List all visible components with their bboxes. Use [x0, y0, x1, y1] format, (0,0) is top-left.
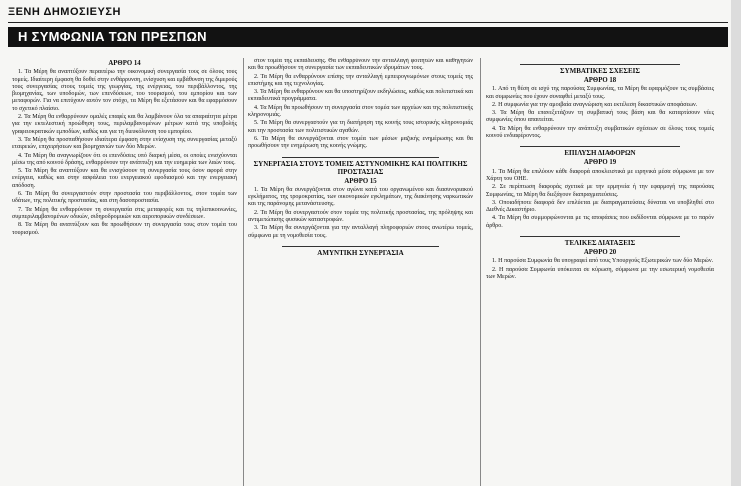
- section-heading: [248, 157, 473, 176]
- headline-bar: [8, 27, 728, 47]
- article-paragraph: 1. Τα Μέρη θα αναπτύξουν περαιτέρω την οικονομική συνεργασία τους σε όλους τους τομείς. Ιδιαίτερη έμφαση θα δοθεί στην ενθάρρυνση, ενίσχυση και εμβάθυνση της διμερούς τους συνεργασίας στους τομείς της γεωργίας, της ενέργειας, του περιβάλλοντος, της βιομηχανίας, των υποδομών, των επενδύσεων, του τουρισμού, του εμπορίου και των μεταφορών. Για να επιτύχουν αυτόν τον στόχο, τα Μέρη θα εξετάσουν και θα εφαρμόσουν το σχετικό πλαίσιο.: [12, 69, 237, 112]
- section-rule: [282, 246, 440, 247]
- article-paragraph: 4. Τα Μέρη θα προωθήσουν τη συνεργασία στον τομέα των αρχείων και της πολιτιστικής κληρονομιάς.: [248, 104, 473, 119]
- article-paragraph: 7. Τα Μέρη θα ενθαρρύνουν τη συνεργασία στις μεταφορές και τις τηλεπικοινωνίες, συμπεριλαμβανομένων οδικών, σιδηροδρομικών και αεροπορικών συνδέσεων.: [12, 206, 237, 220]
- page-title: Η ΣΥΜΦΩΝΙΑ ΤΩΝ ΠΡΕΣΠΩΝ: [18, 29, 207, 44]
- section-rule: [282, 157, 440, 158]
- article-paragraph: 3. Τα Μέρη θα ενθαρρύνουν και θα υποστηρίζουν εκδηλώσεις, καθώς και πολιτιστικά και εκπαιδευτικά προγράμματα.: [248, 89, 473, 103]
- text-column-1: [12, 58, 237, 486]
- column-divider: [480, 58, 481, 486]
- article-paragraph: 3. Τα Μέρη θα συνεργάζονται για την ανταλλαγή πληροφοριών στους ανωτέρω τομείς, σύμφωνα με τη νομοθεσία τους.: [248, 225, 473, 239]
- article-heading: ΑΡΘΡΟ 19: [583, 159, 617, 167]
- section-heading: [486, 64, 714, 75]
- section-label: ΞΕΝΗ ΔΗΜΟΣΙΕΥΣΗ: [8, 6, 121, 18]
- section-heading: [486, 236, 714, 247]
- section-title: ΤΕΛΙΚΕΣ ΔΙΑΤΑΞΕΙΣ: [564, 239, 636, 248]
- article-heading: ΑΡΘΡΟ 15: [344, 177, 377, 185]
- article-paragraph: 4. Τα Μέρη θα ενθαρρύνουν την ανάπτυξη συμβατικών σχέσεων σε όλους τους τομείς κοινού ενδιαφέροντος.: [486, 125, 714, 140]
- article-paragraph: 3. Τα Μέρη θα επανεξετάζουν τη συμβατική τους βάση και θα καταρτίσουν νέες συμφωνίες όπου απαιτείται.: [486, 110, 714, 124]
- article-paragraph: 1. Τα Μέρη θα επιλύουν κάθε διαφορά αποκλειστικά με ειρηνικά μέσα σύμφωνα με τον Χάρτη του ΟΗΕ.: [486, 168, 714, 182]
- article-paragraph: 5. Τα Μέρη θα συνεργαστούν για τη διατήρηση της κοινής τους ιστορικής κληρονομιάς και την προστασία των πολιτιστικών αγαθών.: [248, 120, 473, 134]
- article-paragraph: 1. Τα Μέρη θα συνεργάζονται στον αγώνα κατά του οργανωμένου και διασυνοριακού εγκλήματος, της τρομοκρατίας, των οικονομικών εγκλημάτων, της διακίνησης ναρκωτικών και της παράνομης μετανάστευσης.: [248, 186, 473, 208]
- text-column-3: [486, 58, 714, 486]
- column-divider: [243, 58, 244, 486]
- article-paragraph: 3. Οποιαδήποτε διαφορά δεν επιλύεται με διαπραγματεύσεις δύναται να υποβληθεί στο Διεθνές Δικαστήριο.: [486, 199, 714, 214]
- article-heading: ΑΡΘΡΟ 14: [108, 60, 141, 67]
- article-paragraph: 5. Τα Μέρη θα αναπτύξουν και θα ενισχύσουν τη συνεργασία τους όσον αφορά στην ενέργεια, καθώς και στην ασφάλεια του ενεργειακού εφοδιασμού και την ενεργειακή απόδοση.: [12, 168, 237, 189]
- section-heading: [486, 146, 714, 157]
- section-title: ΕΠΙΛΥΣΗ ΔΙΑΦΟΡΩΝ: [564, 149, 636, 158]
- article-paragraph: 2. Τα Μέρη θα ενθαρρύνουν επίσης την ανταλλαγή εμπειρογνωμόνων στους τομείς της επιστήμης και της τεχνολογίας.: [248, 73, 473, 87]
- article-paragraph: 2. Η συμφωνία για την αμοιβαία αναγνώριση και εκτέλεση δικαστικών αποφάσεων.: [492, 101, 698, 108]
- section-rule: [520, 64, 680, 65]
- section-heading: [248, 246, 473, 257]
- article-paragraph: 3. Τα Μέρη θα προσπαθήσουν ιδιαίτερα έμφαση στην ενίσχυση της συνεργασίας μεταξύ εταιρειών, επιχειρήσεων και βιομηχανιών των δύο Μερών.: [12, 136, 237, 151]
- article-paragraph: στον τομέα της εκπαίδευσης. Θα ενθαρρύνουν την ανταλλαγή φοιτητών και καθηγητών και θα προωθήσουν τη συνεργασία των εκπαιδευτικών ιδρυμάτων τους.: [248, 58, 473, 72]
- article-paragraph: 2. Τα Μέρη θα ενθαρρύνουν ομαλές επαφές και θα λαμβάνουν όλα τα απαραίτητα μέτρα για την εκτελεστική προώθηση τους, περιλαμβανομένων μέτρων κατά της υποβολής γραφειοκρατικών εμποδίων, καθώς και για τη διευκόλυνση του εμπορίου.: [12, 114, 237, 135]
- section-title: ΣΥΜΒΑΤΙΚΕΣ ΣΧΕΣΕΙΣ: [560, 67, 640, 75]
- article-paragraph: 4. Τα Μέρη θα αναγνωρίζουν ότι οι επενδύσεις υπό διαρκή μέσα, οι οποίες ενισχύονται μέσω της από κοινού δράσης, ενθαρρύνουν την ανάπτυξη και την ευημερία των λαών τους.: [12, 152, 237, 166]
- article-paragraph: 6. Τα Μέρη θα συνεργαστούν στην προστασία του περιβάλλοντος, στον τομέα των υδάτων, της πολιτικής προστασίας, και στη δασοπροστασία.: [12, 191, 237, 205]
- article-paragraph: 1. Η παρούσα Συμφωνία θα υπογραφεί από τους Υπουργούς Εξωτερικών των δύο Μερών.: [492, 258, 714, 265]
- article-paragraph: 8. Τα Μέρη θα αναπτύξουν και θα προωθήσουν τη συνεργασία τους στον τομέα του τουρισμού.: [12, 222, 237, 236]
- article-heading: ΑΡΘΡΟ 18: [583, 77, 617, 84]
- article-paragraph: 1. Από τη θέση σε ισχύ της παρούσας Συμφωνίας, τα Μέρη θα εφαρμόζουν τις συμβάσεις και συμφωνίες που έχουν συναφθεί μεταξύ τους.: [486, 86, 714, 100]
- article-paragraph: 4. Τα Μέρη θα συμμορφώνονται με τις αποφάσεις που εκδίδονται σύμφωνα με το παρόν άρθρο.: [486, 215, 714, 229]
- section-title: ΑΜΥΝΤΙΚΗ ΣΥΝΕΡΓΑΣΙΑ: [317, 248, 404, 257]
- article-heading: ΑΡΘΡΟ 20: [583, 249, 617, 257]
- article-paragraph: 2. Η παρούσα Συμφωνία υπόκειται σε κύρωση, σύμφωνα με την εσωτερική νομοθεσία των Μερών.: [486, 266, 714, 280]
- article-paragraph: 6. Τα Μέρη θα συνεργάζονται στον τομέα των μέσων μαζικής ενημέρωσης και θα προωθήσουν την ενημέρωση της κοινής γνώμης.: [248, 135, 473, 150]
- page-edge: [731, 0, 741, 486]
- article-paragraph: 2. Σε περίπτωση διαφοράς σχετικά με την ερμηνεία ή την εφαρμογή της παρούσας Συμφωνίας, τα Μέρη θα διεξάγουν διαπραγματεύσεις.: [486, 184, 714, 198]
- text-column-2: [248, 58, 473, 486]
- section-rule: [520, 236, 680, 237]
- section-title: ΣΥΝΕΡΓΑΣΙΑ ΣΤΟΥΣ ΤΟΜΕΙΣ ΑΣΤΥΝΟΜΙΚΗΣ ΚΑΙ ΠΟΛΙΤΙΚΗΣ ΠΡΟΣΤΑΣΙΑΣ: [253, 159, 468, 176]
- section-rule: [520, 146, 680, 147]
- article-paragraph: 2. Τα Μέρη θα συνεργαστούν στον τομέα της πολιτικής προστασίας, της πρόληψης και αντιμετώπισης φυσικών καταστροφών.: [248, 209, 473, 224]
- top-bar: [8, 6, 728, 23]
